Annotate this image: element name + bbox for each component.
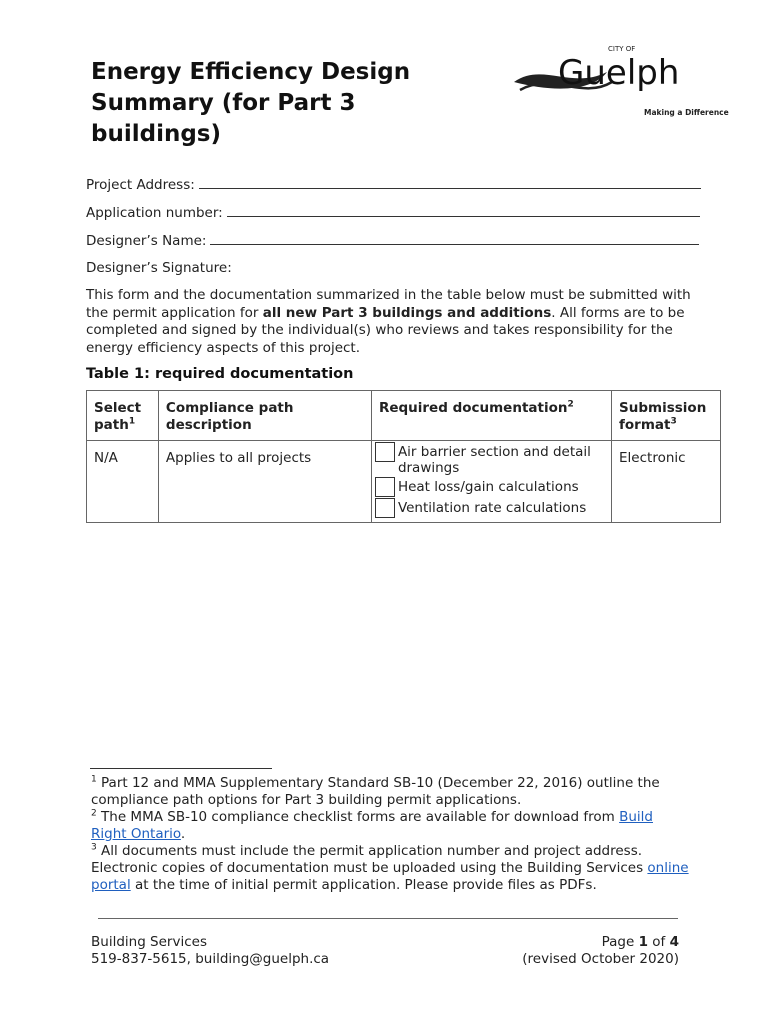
footer-phone-email: 519-837-5615, building@guelph.ca — [91, 951, 330, 967]
designers-name-label: Designer’s Name: — [86, 233, 207, 249]
cell-path: N/A — [87, 441, 159, 523]
table-caption: Table 1: required documentation — [86, 366, 354, 382]
footer-page-info — [522, 934, 679, 968]
checkbox-ventilation[interactable] — [375, 498, 395, 518]
footnote-divider — [90, 768, 272, 769]
online-portal-link[interactable]: online portal — [91, 860, 689, 893]
header-select-path: Select path$^1$ — [87, 391, 159, 441]
table-row — [87, 441, 721, 523]
doc-item-heat-loss[interactable]: Heat loss/gain calculations — [375, 477, 608, 497]
table-header-row — [87, 391, 721, 441]
page-title: Energy Efficiency Design Summary (for Part 3 buildings) — [91, 59, 411, 147]
doc-item-air-barrier[interactable]: Air barrier section and detail drawings — [375, 442, 608, 476]
city-of-guelph-logo — [512, 42, 729, 120]
footer-department: Building Services — [91, 934, 207, 950]
application-number-label: Application number: — [86, 205, 223, 221]
footnote-3: $^3$ All documents must include the permit application number and project address. Electronic copies of documentation must be uploaded using the Building Services online portal at the time of initial permit application. Please provide files as PDFs. — [91, 842, 689, 893]
application-number-line[interactable] — [227, 204, 700, 217]
build-right-ontario-link[interactable]: Build Right Ontario — [91, 809, 653, 842]
header-submission-format: Submission format$^3$ — [612, 391, 721, 441]
cell-description: Applies to all projects — [158, 441, 371, 523]
header-required-documentation: Required documentation$^2$ — [371, 391, 611, 441]
footnote-2: $^2$ The MMA SB-10 compliance checklist forms are available for download from Build Right Ontario. — [91, 808, 653, 842]
footer-contact — [91, 934, 329, 968]
intro-paragraph: This form and the documentation summarized in the table below must be submitted with the permit application for all new Part 3 buildings and additions. All forms are to be completed and signed by the individual(s) who reviews and takes responsibility for the energy efficiency aspects of this project. — [86, 287, 691, 356]
doc-item-ventilation[interactable]: Ventilation rate calculations — [375, 498, 608, 518]
designers-signature-label: Designer’s Signature: — [86, 260, 232, 276]
designers-name-field[interactable] — [86, 232, 699, 249]
project-address-field[interactable] — [86, 176, 701, 193]
logo-guelph: Guelph — [558, 53, 680, 93]
logo-city-of: CITY OF — [608, 45, 636, 53]
checkbox-air-barrier[interactable] — [375, 442, 395, 462]
footer-divider — [98, 918, 678, 919]
application-number-field[interactable] — [86, 204, 700, 221]
intro-emphasis: all new Part 3 buildings and additions — [262, 304, 552, 321]
cell-required-docs — [371, 441, 611, 523]
header-compliance-path: Compliance path description — [158, 391, 371, 441]
designers-name-line[interactable] — [210, 232, 699, 245]
footnote-1: $^1$ Part 12 and MMA Supplementary Standard SB-10 (December 22, 2016) outline the compliance path options for Part 3 building permit applications. — [91, 774, 660, 808]
cell-format: Electronic — [612, 441, 721, 523]
logo-tagline: Making a Difference — [644, 108, 729, 117]
footnotes — [91, 775, 691, 894]
project-address-line[interactable] — [199, 176, 701, 189]
designers-signature-field[interactable] — [86, 260, 232, 276]
revision-date: (revised October 2020) — [522, 951, 679, 967]
checkbox-heat-loss[interactable] — [375, 477, 395, 497]
required-documentation-table — [86, 390, 721, 523]
page-number: Page 1 of 4 — [601, 934, 679, 950]
project-address-label: Project Address: — [86, 177, 195, 193]
